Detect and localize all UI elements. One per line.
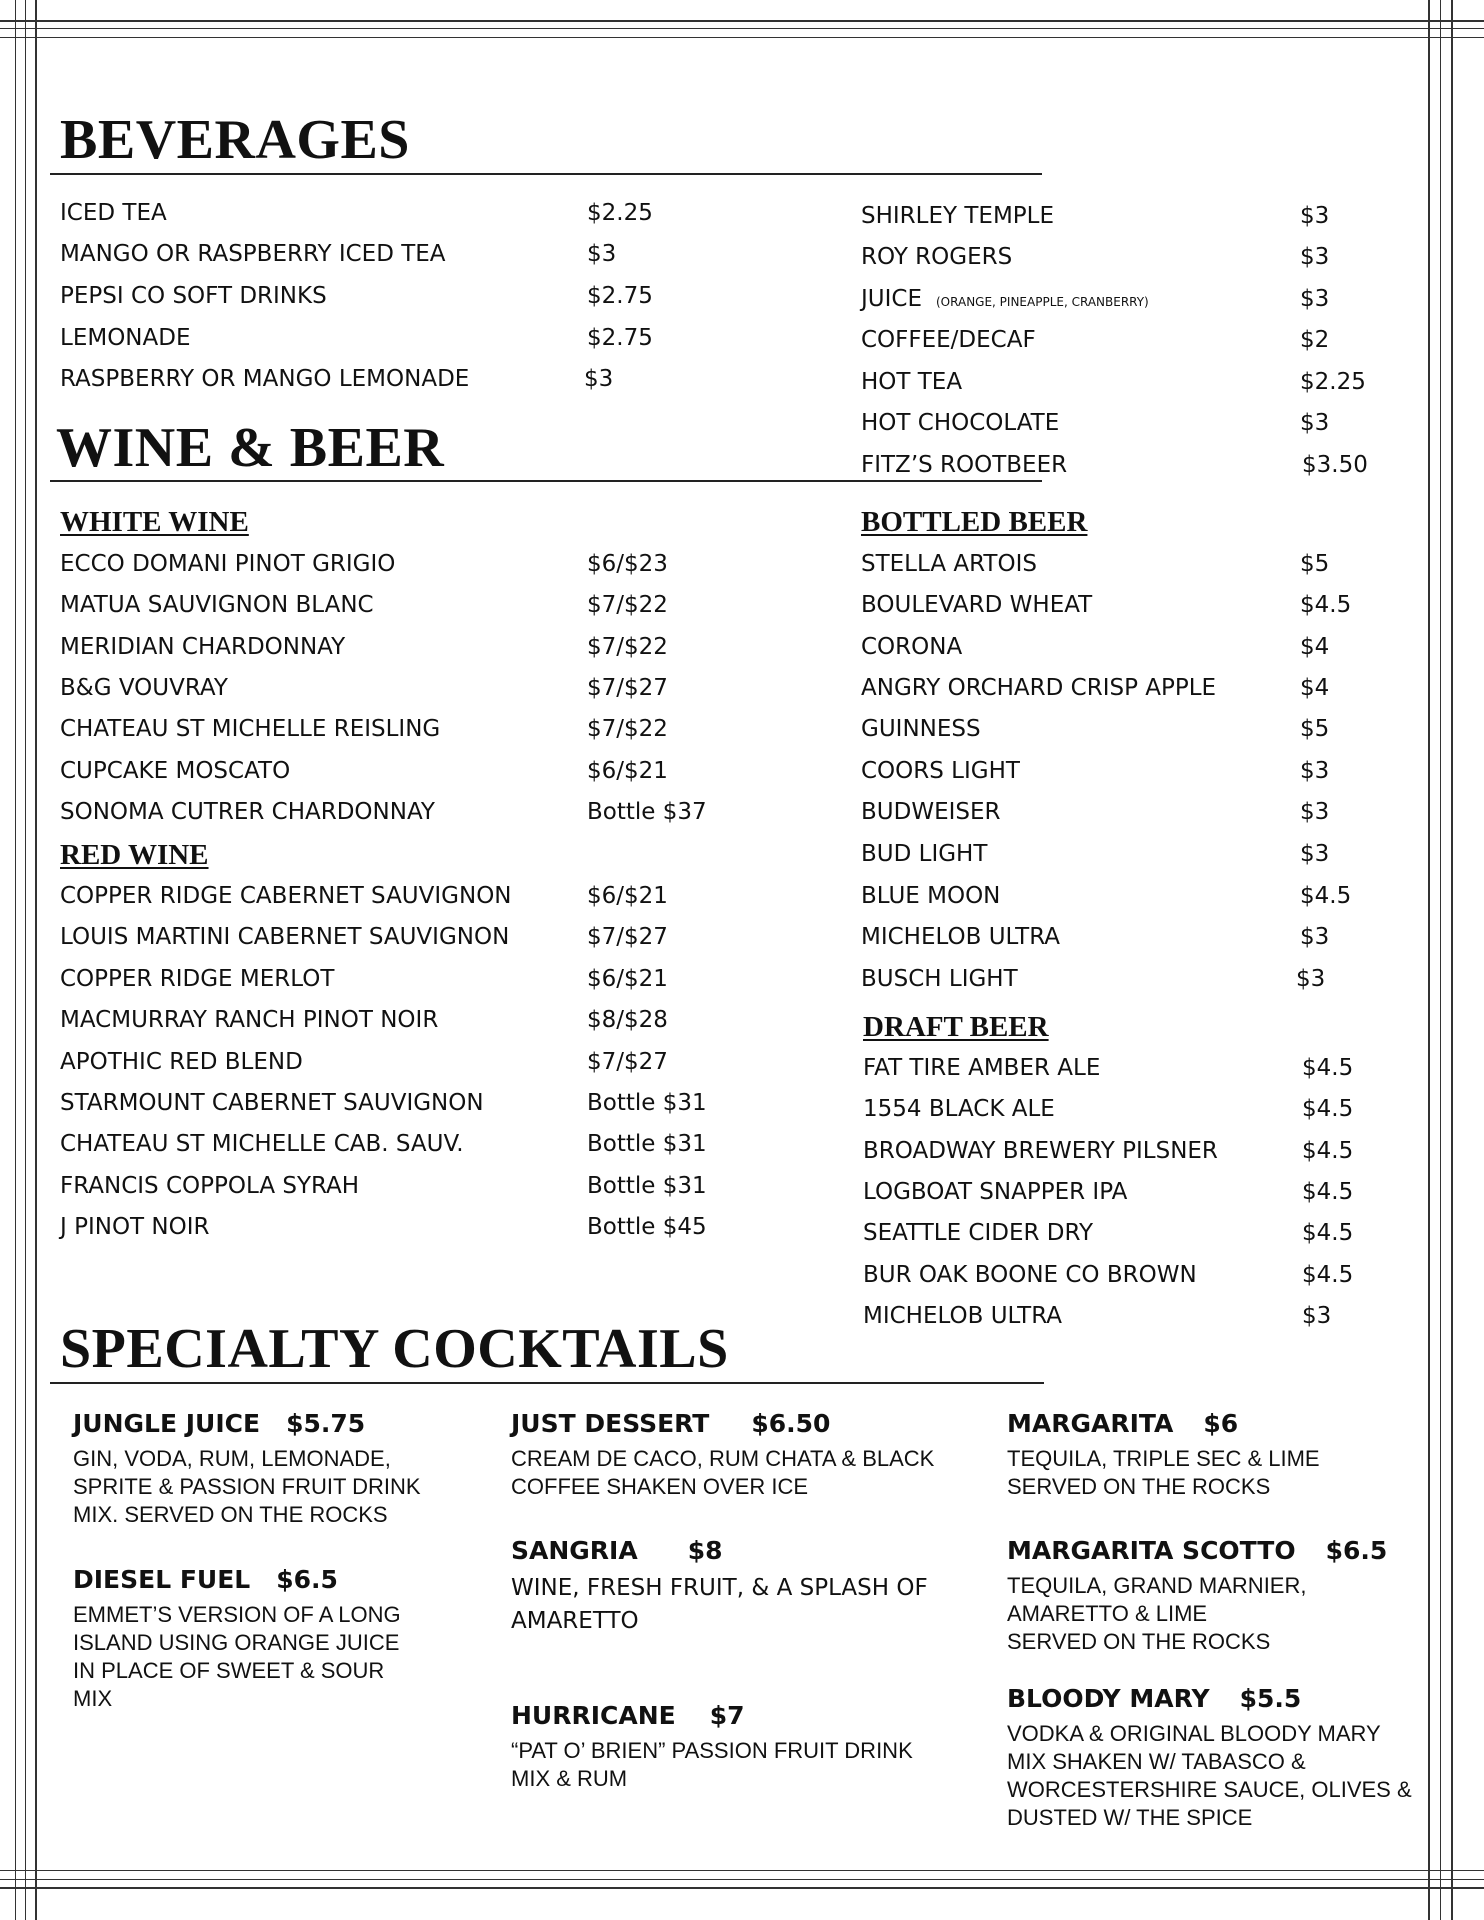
item-price: $4.5 xyxy=(1302,1179,1354,1205)
item-price: $4.5 xyxy=(1302,1262,1354,1288)
cocktail-item xyxy=(73,1407,421,1529)
item-price: $3 xyxy=(1302,1303,1332,1329)
item-price: $4.5 xyxy=(1302,1096,1354,1122)
item-name: ECCO DOMANI PINOT GRIGIO xyxy=(60,551,396,577)
item-name: MATUA SAUVIGNON BLANC xyxy=(60,592,374,618)
item-name: J PINOT NOIR xyxy=(60,1214,210,1240)
frame-line xyxy=(1428,0,1430,1920)
wine-beer-rule xyxy=(50,480,1042,482)
cocktail-price: $6.50 xyxy=(751,1409,831,1438)
cocktail-price: $5.75 xyxy=(286,1409,366,1438)
cocktail-name: JUST DESSERT xyxy=(511,1409,710,1438)
draft-beer-heading: DRAFT BEER xyxy=(863,1011,1049,1043)
cocktail-price: $8 xyxy=(687,1536,723,1565)
frame-line xyxy=(25,0,26,1920)
item-name: BOULEVARD WHEAT xyxy=(861,592,1093,618)
item-name: LOGBOAT SNAPPER IPA xyxy=(863,1179,1128,1205)
item-price: $7/$27 xyxy=(587,1049,668,1075)
white-wine-heading: WHITE WINE xyxy=(60,506,249,538)
item-note: (ORANGE, PINEAPPLE, CRANBERRY) xyxy=(936,295,1149,309)
item-name: COPPER RIDGE CABERNET SAUVIGNON xyxy=(60,883,512,909)
item-price: Bottle $37 xyxy=(587,799,707,825)
item-name: FRANCIS COPPOLA SYRAH xyxy=(60,1173,360,1199)
item-price: $6/$21 xyxy=(587,758,668,784)
item-name: RASPBERRY OR MANGO LEMONADE xyxy=(60,366,470,392)
item-name: BROADWAY BREWERY PILSNER xyxy=(863,1138,1218,1164)
item-name: STARMOUNT CABERNET SAUVIGNON xyxy=(60,1090,484,1116)
item-price: $3 xyxy=(1300,286,1330,312)
item-price: Bottle $31 xyxy=(587,1131,707,1157)
item-name: ANGRY ORCHARD CRISP APPLE xyxy=(861,675,1217,701)
beverages-heading: BEVERAGES xyxy=(60,109,410,171)
item-name: BUSCH LIGHT xyxy=(861,966,1018,992)
item-price: $7/$27 xyxy=(587,675,668,701)
item-price: $7/$27 xyxy=(587,924,668,950)
item-name: MERIDIAN CHARDONNAY xyxy=(60,634,346,660)
item-name: CHATEAU ST MICHELLE CAB. SAUV. xyxy=(60,1131,464,1157)
cocktail-item xyxy=(511,1534,928,1638)
cocktail-desc: VODKA & ORIGINAL BLOODY MARY MIX SHAKEN W/ TABASCO & WORCESTERSHIRE SAUCE, OLIVES & DUSTED W/ THE SPICE xyxy=(1007,1721,1412,1830)
cocktails-heading: SPECIALTY COCKTAILS xyxy=(60,1318,729,1380)
item-price: $4 xyxy=(1300,634,1330,660)
item-price: $4.5 xyxy=(1302,1220,1354,1246)
cocktail-item xyxy=(1007,1682,1412,1832)
item-price: $4.5 xyxy=(1302,1055,1354,1081)
frame-line xyxy=(35,0,37,1920)
item-name: BUR OAK BOONE CO BROWN xyxy=(863,1262,1197,1288)
frame-line xyxy=(1440,0,1441,1920)
cocktail-price: $6.5 xyxy=(276,1565,338,1594)
item-price: $3.50 xyxy=(1302,452,1368,478)
item-name: CORONA xyxy=(861,634,963,660)
item-name: GUINNESS xyxy=(861,716,981,742)
item-price: $4.5 xyxy=(1300,883,1352,909)
item-name: APOTHIC RED BLEND xyxy=(60,1049,303,1075)
cocktail-title xyxy=(1007,1682,1412,1716)
item-price: $3 xyxy=(1300,841,1330,867)
item-name: LOUIS MARTINI CABERNET SAUVIGNON xyxy=(60,924,510,950)
cocktail-title xyxy=(1007,1407,1320,1441)
cocktail-price: $5.5 xyxy=(1239,1684,1302,1713)
cocktail-item xyxy=(511,1407,934,1501)
cocktail-price: $6.5 xyxy=(1325,1536,1388,1565)
item-price: $3 xyxy=(1300,924,1330,950)
item-price: $3 xyxy=(1300,758,1330,784)
frame-line xyxy=(0,37,1484,38)
item-name: PEPSI CO SOFT DRINKS xyxy=(60,283,327,309)
item-price: $4 xyxy=(1300,675,1330,701)
item-name: STELLA ARTOIS xyxy=(861,551,1037,577)
cocktail-desc: CREAM DE CACO, RUM CHATA & BLACK COFFEE SHAKEN OVER ICE xyxy=(511,1446,935,1499)
item-name: BUDWEISER xyxy=(861,799,1001,825)
red-wine-heading: RED WINE xyxy=(60,839,209,871)
item-name: SHIRLEY TEMPLE xyxy=(861,203,1055,229)
cocktail-price: $6 xyxy=(1203,1409,1239,1438)
item-name: MACMURRAY RANCH PINOT NOIR xyxy=(60,1007,439,1033)
cocktail-desc: GIN, VODA, RUM, LEMONADE, SPRITE & PASSION FRUIT DRINK MIX. SERVED ON THE ROCKS xyxy=(73,1446,421,1527)
frame-line xyxy=(0,1879,1484,1880)
beverages-rule xyxy=(50,173,1042,175)
item-name-text: JUICE xyxy=(861,286,922,312)
item-name: ROY ROGERS xyxy=(861,244,1013,270)
cocktail-title xyxy=(73,1407,421,1441)
item-name: HOT TEA xyxy=(861,369,963,395)
cocktail-desc: EMMET’S VERSION OF A LONG ISLAND USING ORANGE JUICE IN PLACE OF SWEET & SOUR MIX xyxy=(73,1602,401,1711)
cocktails-rule xyxy=(50,1382,1044,1384)
cocktail-title xyxy=(73,1563,401,1597)
frame-line xyxy=(1451,0,1453,1920)
item-price: $2.75 xyxy=(587,325,653,351)
item-name: FAT TIRE AMBER ALE xyxy=(863,1055,1101,1081)
item-price: $8/$28 xyxy=(587,1007,668,1033)
item-price: $5 xyxy=(1300,716,1330,742)
cocktail-title xyxy=(511,1407,934,1441)
frame-line xyxy=(0,28,1484,29)
item-name: COORS LIGHT xyxy=(861,758,1020,784)
cocktail-name: JUNGLE JUICE xyxy=(73,1409,261,1438)
cocktail-item xyxy=(1007,1534,1387,1656)
item-name: HOT CHOCOLATE xyxy=(861,410,1060,436)
item-price: $3 xyxy=(584,366,614,392)
item-name xyxy=(861,279,1149,323)
item-name: COFFEE/DECAF xyxy=(861,327,1036,353)
item-name: LEMONADE xyxy=(60,325,191,351)
item-price: $3 xyxy=(1296,966,1326,992)
item-price: Bottle $45 xyxy=(587,1214,707,1240)
cocktail-name: SANGRIA xyxy=(511,1536,638,1565)
item-price: $3 xyxy=(1300,244,1330,270)
item-name: FITZ’S ROOTBEER xyxy=(861,452,1068,478)
item-name: B&G VOUVRAY xyxy=(60,675,228,701)
frame-line xyxy=(0,1887,1484,1889)
item-name: MICHELOB ULTRA xyxy=(861,924,1061,950)
cocktail-name: MARGARITA xyxy=(1007,1409,1174,1438)
item-name: BLUE MOON xyxy=(861,883,1001,909)
item-name: ICED TEA xyxy=(60,200,167,226)
cocktail-item xyxy=(73,1563,401,1713)
item-name: 1554 BLACK ALE xyxy=(863,1096,1055,1122)
item-price: $3 xyxy=(1300,799,1330,825)
item-name: COPPER RIDGE MERLOT xyxy=(60,966,335,992)
frame-line xyxy=(0,20,1484,22)
cocktail-title xyxy=(511,1534,928,1568)
item-name: MICHELOB ULTRA xyxy=(863,1303,1063,1329)
item-price: $2.75 xyxy=(587,283,653,309)
item-price: $3 xyxy=(587,241,617,267)
item-price: $5 xyxy=(1300,551,1330,577)
frame-line xyxy=(15,0,16,1920)
item-price: $6/$21 xyxy=(587,883,668,909)
cocktail-title xyxy=(511,1699,913,1733)
item-price: $7/$22 xyxy=(587,634,668,660)
cocktail-name: MARGARITA SCOTTO xyxy=(1007,1536,1296,1565)
item-name: CHATEAU ST MICHELLE REISLING xyxy=(60,716,441,742)
item-price: $4.5 xyxy=(1300,592,1352,618)
frame-line xyxy=(0,1870,1484,1871)
bottled-beer-heading: BOTTLED BEER xyxy=(861,506,1088,538)
cocktail-name: DIESEL FUEL xyxy=(73,1565,251,1594)
cocktail-desc: TEQUILA, GRAND MARNIER, AMARETTO & LIME SERVED ON THE ROCKS xyxy=(1007,1573,1307,1654)
cocktail-item xyxy=(1007,1407,1320,1501)
cocktail-desc: “PAT O’ BRIEN” PASSION FRUIT DRINK MIX & RUM xyxy=(511,1738,913,1791)
item-name: SONOMA CUTRER CHARDONNAY xyxy=(60,799,435,825)
item-price: Bottle $31 xyxy=(587,1090,707,1116)
item-price: $3 xyxy=(1300,410,1330,436)
cocktail-title xyxy=(1007,1534,1387,1568)
item-price: $2.25 xyxy=(1300,369,1366,395)
item-price: $6/$23 xyxy=(587,551,668,577)
cocktail-price: $7 xyxy=(709,1701,745,1730)
item-name: CUPCAKE MOSCATO xyxy=(60,758,291,784)
wine-beer-heading: WINE & BEER xyxy=(56,417,445,479)
item-name: BUD LIGHT xyxy=(861,841,988,867)
cocktail-item xyxy=(511,1699,913,1793)
item-price: $6/$21 xyxy=(587,966,668,992)
item-price: $4.5 xyxy=(1302,1138,1354,1164)
cocktail-name: BLOODY MARY xyxy=(1007,1684,1210,1713)
item-price: $7/$22 xyxy=(587,716,668,742)
item-price: Bottle $31 xyxy=(587,1173,707,1199)
cocktail-name: HURRICANE xyxy=(511,1701,676,1730)
cocktail-desc: TEQUILA, TRIPLE SEC & LIME SERVED ON THE ROCKS xyxy=(1007,1446,1320,1499)
item-price: $2 xyxy=(1300,327,1330,353)
item-name: MANGO OR RASPBERRY ICED TEA xyxy=(60,241,446,267)
item-price: $2.25 xyxy=(587,200,653,226)
item-price: $3 xyxy=(1300,203,1330,229)
cocktail-desc: WINE, FRESH FRUIT, & A SPLASH OF AMARETTO xyxy=(511,1575,928,1634)
item-price: $7/$22 xyxy=(587,592,668,618)
item-name: SEATTLE CIDER DRY xyxy=(863,1220,1094,1246)
